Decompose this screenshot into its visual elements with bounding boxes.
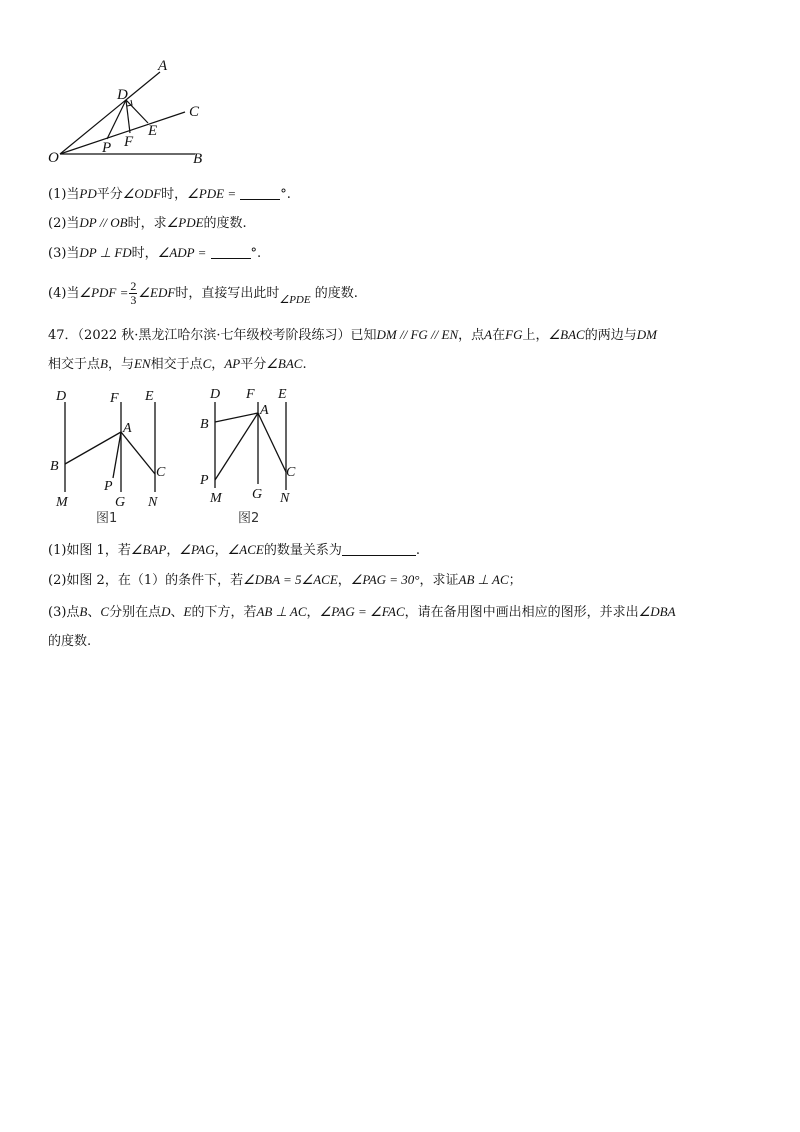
q47-part1: (1)如图 1，若∠BAP，∠PAG，∠ACE的数量关系为 . xyxy=(48,542,420,558)
label-B: B xyxy=(50,459,59,474)
q46-part2: (2)当DP // OB时，求∠PDE的度数. xyxy=(48,215,247,231)
q47-part3-cont: 的度数. xyxy=(48,634,92,649)
label-B: B xyxy=(200,417,209,432)
segment-BA xyxy=(65,432,121,464)
label-E: E xyxy=(148,123,158,139)
figure-2-caption: 图2 xyxy=(238,511,260,526)
label-G: G xyxy=(252,487,263,502)
label-D: D xyxy=(210,387,221,402)
answer-blank xyxy=(240,185,280,200)
label-M: M xyxy=(56,495,68,510)
ray-OC xyxy=(60,112,185,154)
label-C: C xyxy=(286,465,296,480)
segment-AC xyxy=(121,432,155,474)
label-E: E xyxy=(278,387,287,402)
label-G: G xyxy=(115,495,126,510)
label-D: D xyxy=(117,87,128,103)
answer-blank xyxy=(342,541,416,556)
q46-part1: (1)当PD平分∠ODF时，∠PDE = °. xyxy=(48,186,291,202)
label-F: F xyxy=(246,387,255,402)
q46-part4: (4)当∠PDF = $\frac{2}{3}$ ∠EDF时，直接写出此时$_{\angle PDE}$ 的度数. xyxy=(48,279,358,307)
segment-AP xyxy=(215,413,258,480)
label-P: P xyxy=(200,473,209,488)
label-A: A xyxy=(123,421,132,436)
label-A: A xyxy=(158,58,168,74)
label-E: E xyxy=(145,389,154,404)
label-C: C xyxy=(189,104,200,120)
q47-statement-line1: 47．（2022 秋·黑龙江哈尔滨·七年级校考阶段练习）已知DM // FG // EN，点A在FG上，∠BAC的两边与DM xyxy=(48,327,657,343)
q47-statement-line2: 相交于点B，与EN相交于点C，AP平分∠BAC. xyxy=(48,356,307,372)
label-N: N xyxy=(280,491,290,506)
angle-figure xyxy=(40,50,220,170)
figure-1 xyxy=(44,384,184,526)
label-F: F xyxy=(110,391,119,406)
q47-part2: (2)如图 2，在（1）的条件下，若∠DBA = 5∠ACE，∠PAG = 30°，求证AB ⊥ AC； xyxy=(48,572,522,588)
label-N: N xyxy=(148,495,158,510)
label-P: P xyxy=(104,479,113,494)
answer-blank xyxy=(211,244,251,259)
label-P: P xyxy=(102,140,112,156)
label-D: D xyxy=(56,389,67,404)
figure-1-caption: 图1 xyxy=(96,511,118,526)
fraction-two-thirds: $\frac{2}{3}$ xyxy=(130,279,137,307)
q46-part3: (3)当DP ⊥ FD时，∠ADP = °. xyxy=(48,245,262,261)
segment-BA xyxy=(215,413,258,422)
q47-part3: (3)点B、C分别在点D、E的下方，若AB ⊥ AC，∠PAG = ∠FAC，请在备用图中画出相应的图形，并求出∠DBA xyxy=(48,604,676,620)
segment-AC xyxy=(258,413,286,472)
label-B: B xyxy=(193,151,203,167)
segment-AP xyxy=(113,432,121,478)
label-F: F xyxy=(124,134,134,150)
figure-2 xyxy=(194,380,304,526)
segment-DF xyxy=(126,100,130,133)
label-M: M xyxy=(210,491,222,506)
segment-DE xyxy=(126,100,148,123)
label-O: O xyxy=(48,150,59,166)
label-C: C xyxy=(156,465,166,480)
label-A: A xyxy=(260,403,269,418)
